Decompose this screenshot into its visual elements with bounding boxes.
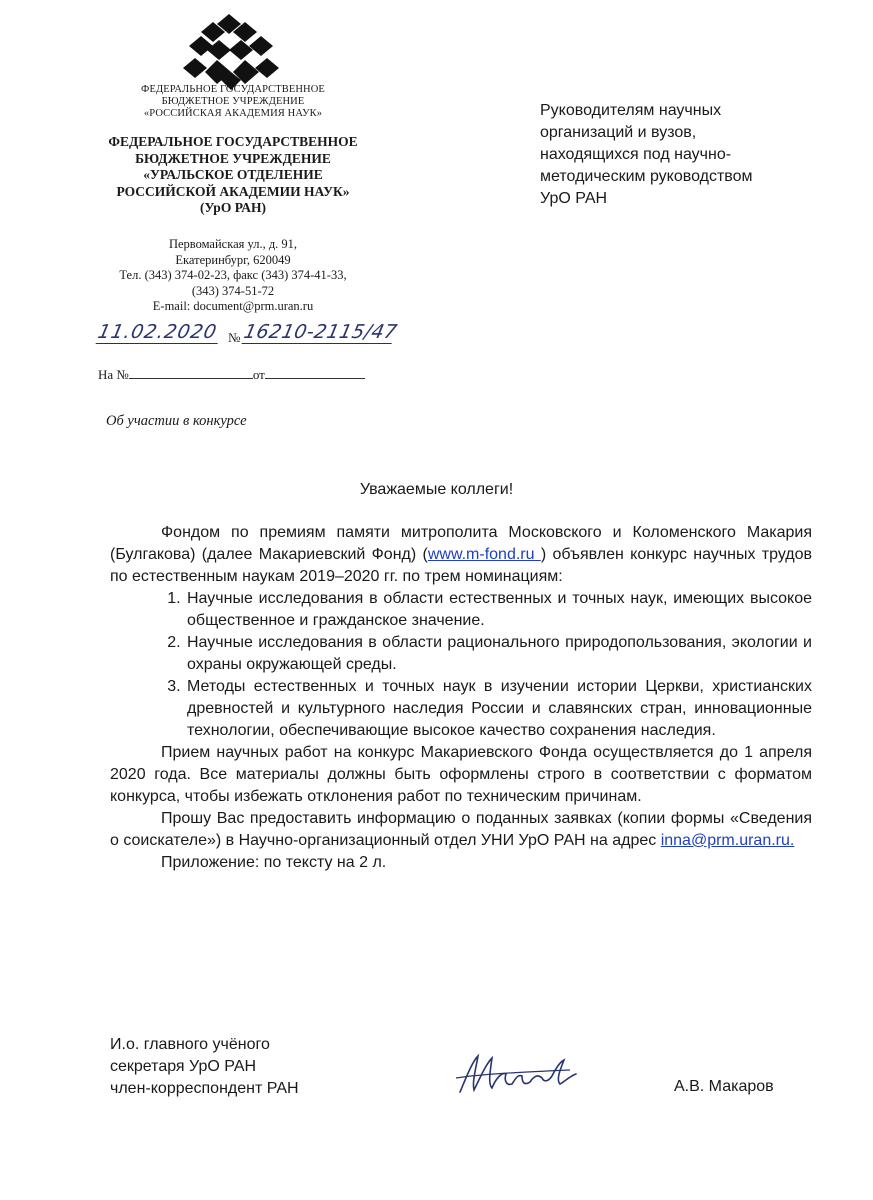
address-line: E-mail: document@prm.uran.ru	[152, 299, 314, 313]
paragraph-deadline: Прием научных работ на конкурс Макариевского Фонда осуществляется до 1 апреля 2020 года. Все материалы должны быть оформлены строго в соответствии с форматом конкурса, чтобы избежать отклонения работ по техническим причинам.	[110, 744, 812, 805]
paragraph-text: ) объявлен конкурс научных трудов по естественным наукам 2019–2020 гг. по трем номинациям:	[110, 546, 813, 585]
org-small-line: «РОССИЙСКАЯ АКАДЕМИЯ НАУК»	[143, 108, 323, 119]
registration-number: 16210-2115/47	[241, 321, 400, 343]
org-name-line: «УРАЛЬСКОЕ ОТДЕЛЕНИЕ	[143, 167, 323, 182]
recipient-line: Руководителям научных	[540, 102, 722, 119]
handwritten-signature	[452, 1048, 592, 1100]
ras-logo	[183, 14, 283, 90]
recipient-line: методическим руководством	[540, 168, 753, 185]
ref-number-blank	[129, 366, 253, 379]
nomination-item: 3. Методы естественных и точных наук в изучении истории Церкви, христианских древностей и культурного наследия России и славянских стран, инновационные технологии, обеспечивающие высокое качество сохранения наследия.	[185, 676, 812, 742]
org-name-line: БЮДЖЕТНОЕ УЧРЕЖДЕНИЕ	[135, 150, 331, 166]
paragraph-attachment: Приложение: по тексту на 2 л.	[161, 854, 387, 871]
address-line: Екатеринбург, 620049	[175, 252, 291, 267]
org-name-line: (УрО РАН)	[200, 200, 266, 215]
signatory-title-line: секретаря УрО РАН	[110, 1058, 257, 1075]
letter-subject: Об участии в конкурсе	[106, 413, 247, 429]
signatory-name: А.В. Макаров	[674, 1078, 774, 1095]
address-line: Первомайская ул., д. 91,	[168, 237, 298, 251]
ref-from-label: от	[252, 367, 265, 382]
paragraph-announcement	[110, 522, 812, 588]
recipient-line: находящихся под научно-	[540, 146, 732, 163]
parent-organization	[118, 84, 348, 120]
org-small-line: БЮДЖЕТНОЕ УЧРЕЖДЕНИЕ	[161, 96, 305, 107]
recipient-line: организаций и вузов,	[540, 124, 697, 141]
ref-date-blank	[265, 366, 365, 379]
fund-website-link[interactable]: www.m-fond.ru	[427, 546, 541, 563]
org-name-line: ФЕДЕРАЛЬНОЕ ГОСУДАРСТВЕННОЕ	[108, 134, 358, 149]
recipient-block	[540, 100, 840, 210]
paragraph-text: Прошу Вас предоставить информацию о поданных заявках (копии формы «Сведения о соискателе») в Научно-организационный отдел УНИ УрО РАН на адрес	[110, 810, 812, 849]
signatory-title-line: член-корреспондент РАН	[110, 1080, 299, 1097]
org-small-line: ФЕДЕРАЛЬНОЕ ГОСУДАРСТВЕННОЕ	[141, 84, 325, 95]
greeting: Уважаемые коллеги!	[359, 481, 514, 498]
address-line: Тел. (343) 374-02-23, факс (343) 374-41-33,	[119, 268, 347, 282]
nominations-list	[110, 588, 812, 742]
paragraph-request	[110, 808, 812, 852]
reference-line	[98, 366, 378, 383]
letter-body	[110, 522, 812, 874]
number-label: №	[228, 330, 241, 345]
signatory-title	[110, 1034, 299, 1100]
organization-address	[98, 237, 368, 315]
signatory-title-line: И.о. главного учёного	[110, 1036, 270, 1053]
recipient-line: УрО РАН	[540, 190, 608, 207]
nomination-item: 1. Научные исследования в области естественных и точных наук, имеющих высокое общественное и гражданское значение.	[185, 588, 812, 632]
nomination-item: 2. Научные исследования в области рационального природопользования, экологии и охраны окружающей среды.	[185, 632, 812, 676]
org-name-line: РОССИЙСКОЙ АКАДЕМИИ НАУК»	[116, 183, 350, 199]
paragraph-text: Фондом по премиям памяти митрополита Московского и Коломенского Макария (Булгакова) (далее Макариевский Фонд) (	[110, 524, 812, 563]
registration-line	[95, 318, 400, 358]
address-line: (343) 374-51-72	[191, 283, 275, 298]
organization-name	[88, 134, 378, 217]
ref-number-label: На №	[98, 367, 129, 382]
registration-date: 11.02.2020	[96, 321, 223, 344]
email-link[interactable]: inna@prm.uran.ru.	[660, 832, 795, 849]
